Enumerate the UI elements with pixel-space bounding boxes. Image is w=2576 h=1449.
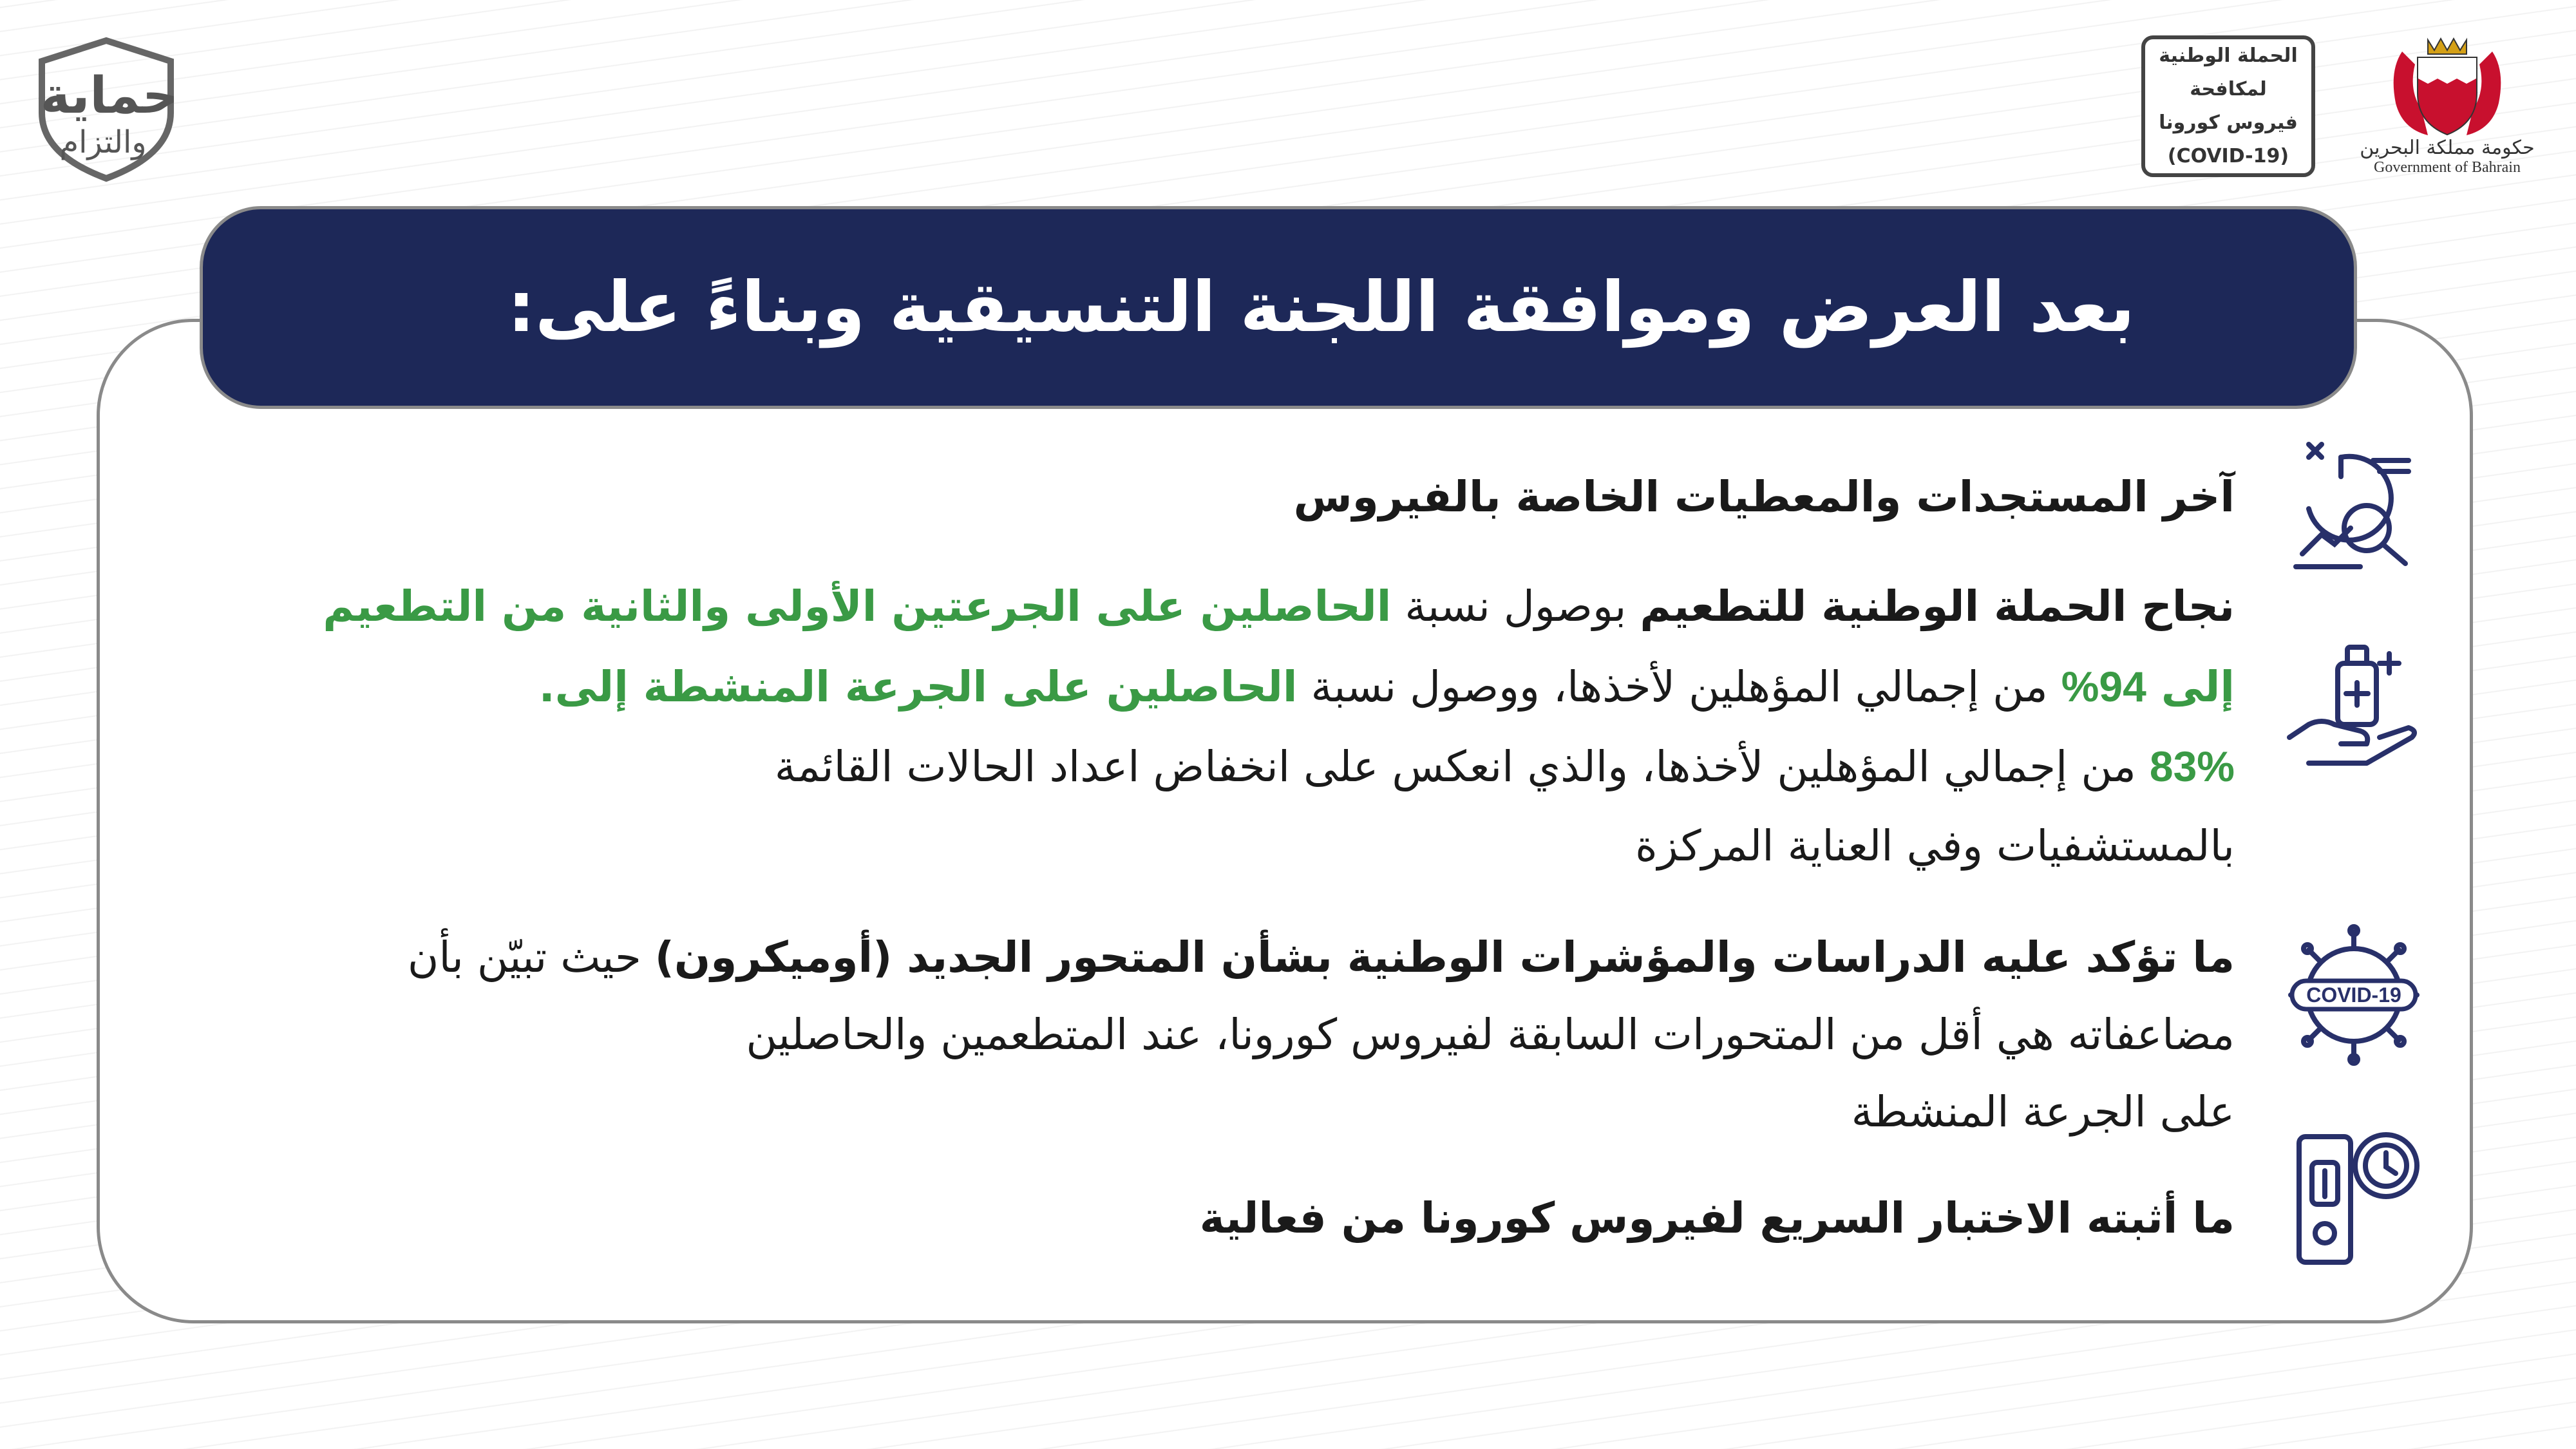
item-latest-updates: آخر المستجدات والمعطيات الخاصة بالفيروس	[1293, 472, 2235, 522]
item-vaccination-line-2	[77, 647, 2235, 727]
government-logo	[2351, 32, 2544, 187]
item-omicron-line-2: مضاعفاته هي أقل من المتحورات السابقة لفيروس كورونا، عند المتطعمين والحاصلين	[746, 1010, 2235, 1059]
vaccination-text-3: من إجمالي المؤهلين لأخذها، والذي انعكس على انخفاض اعداد الحالات القائمة	[774, 742, 2150, 791]
shield-icon	[26, 35, 187, 184]
covid-icon-label: COVID-19	[2306, 983, 2401, 1007]
covid-virus-icon	[2283, 924, 2425, 1066]
campaign-line-3: فيروس كورونا	[2159, 111, 2298, 134]
vaccination-pct-94: 94%	[2061, 663, 2146, 710]
himaya-logo	[26, 35, 187, 184]
item-omicron-line-1	[77, 918, 2235, 998]
item-vaccination-line-4: بالمستشفيات وفي العناية المركزة	[1635, 821, 2235, 871]
omicron-text-1: حيث تبيّن بأن	[407, 933, 655, 982]
vaccination-campaign-lead: نجاح الحملة الوطنية للتطعيم	[1640, 582, 2235, 631]
vaccination-pct-83: 83%	[2149, 743, 2235, 790]
bahrain-emblem-icon	[2383, 32, 2512, 142]
vaccination-text-1: بوصول نسبة	[1391, 582, 1640, 631]
item-vaccination-line-3	[77, 726, 2235, 807]
item-rapid-test: ما أثبته الاختبار السريع لفيروس كورونا من فعالية	[1199, 1193, 2235, 1243]
government-arabic-name: حكومة مملكة البحرين	[2360, 137, 2535, 159]
government-english-name: Government of Bahrain	[2374, 159, 2521, 176]
data-analysis-icon	[2283, 431, 2425, 573]
himaya-logo-title: حماية	[40, 67, 179, 125]
rapid-test-icon	[2283, 1127, 2425, 1269]
omicron-lead: ما تؤكد عليه الدراسات والمؤشرات الوطنية بشأن المتحور الجديد (أوميكرون)	[654, 933, 2235, 982]
himaya-logo-subtitle: والتزام	[59, 124, 147, 160]
vaccination-green-2b: الحاصلين على الجرعة المنشطة إلى.	[538, 662, 1298, 712]
vaccination-green-1: الحاصلين على الجرعتين الأولى والثانية من التطعيم	[323, 582, 1392, 631]
item-vaccination-line-1	[77, 567, 2235, 647]
vaccine-hand-icon	[2283, 634, 2425, 776]
campaign-badge	[2141, 35, 2315, 177]
campaign-line-1: الحملة الوطنية	[2159, 44, 2298, 67]
vaccination-green-2a: إلى	[2146, 662, 2235, 712]
vaccination-text-2: من إجمالي المؤهلين لأخذها، ووصول نسبة	[1297, 662, 2061, 712]
page-title: بعد العرض وموافقة اللجنة التنسيقية وبناءً على:	[507, 267, 2135, 348]
campaign-line-2: لمكافحة	[2190, 78, 2267, 100]
campaign-line-4: (COVID-19)	[2167, 145, 2289, 167]
title-banner	[200, 206, 2357, 409]
item-omicron-line-3: على الجرعة المنشطة	[1851, 1087, 2235, 1137]
